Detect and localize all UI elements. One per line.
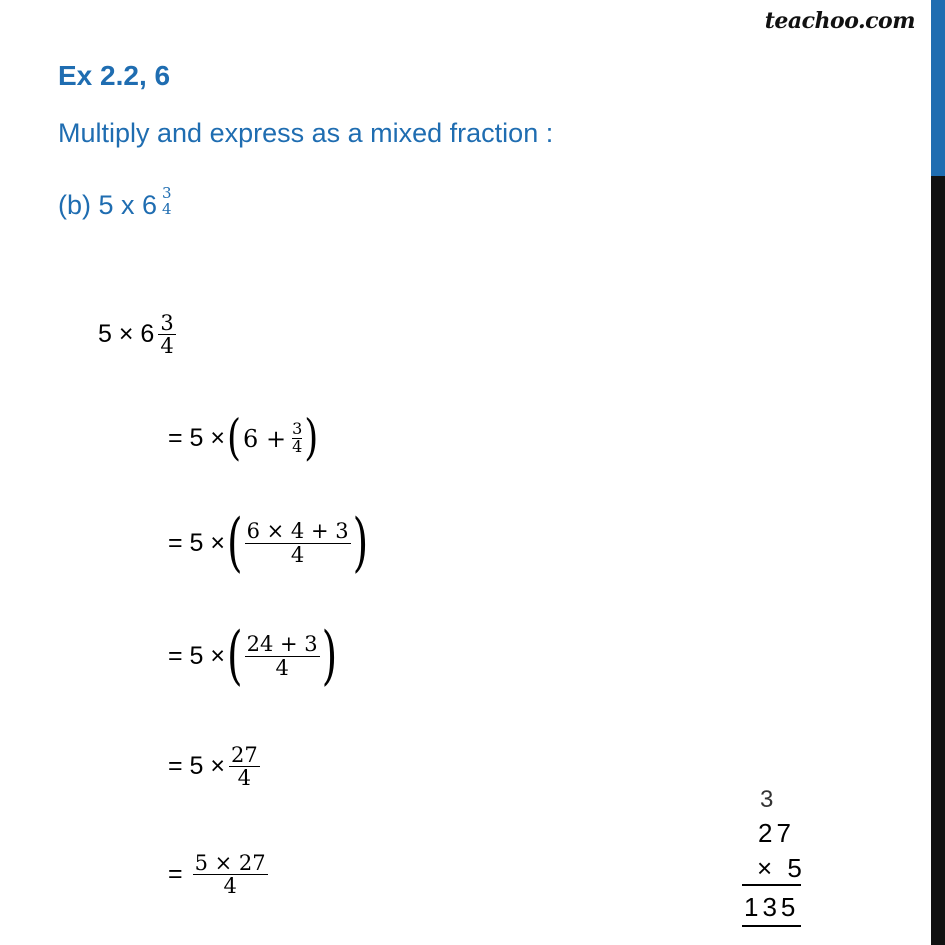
step-3-fraction: [245, 633, 320, 678]
step-2: [168, 506, 370, 580]
fraction-numerator: 3: [160, 311, 174, 335]
fraction-numerator: 27: [231, 743, 258, 767]
fraction-denominator: 4: [162, 199, 172, 218]
side-calc-rule: [742, 884, 801, 886]
scrollbar-thumb[interactable]: [931, 0, 945, 176]
scrollbar[interactable]: [931, 0, 945, 945]
right-paren: ): [304, 410, 319, 467]
step-5-lead: =: [168, 860, 183, 889]
left-paren: (: [227, 619, 243, 693]
fraction-numerator: 5 × 27: [194, 851, 266, 875]
left-paren: (: [227, 410, 242, 467]
step-1-lead: = 5 ×: [168, 424, 225, 452]
step-3-lead: = 5 ×: [168, 641, 225, 670]
side-calc-carry: 3: [760, 786, 774, 813]
step-0: [98, 312, 176, 357]
step-1: [168, 410, 320, 467]
question-part: [58, 184, 172, 222]
fraction-denominator: 4: [275, 655, 289, 680]
step-0-fraction: [158, 312, 175, 357]
step-1-fraction: [292, 421, 302, 456]
right-paren: ): [352, 506, 369, 580]
fraction-denominator: 4: [160, 334, 174, 359]
fraction-denominator: 4: [237, 766, 252, 791]
question-part-prefix: (b) 5 x 6: [58, 190, 158, 221]
exercise-title: Ex 2.2, 6: [58, 60, 171, 91]
fraction-denominator: 4: [292, 437, 303, 456]
fraction-numerator: 3: [292, 419, 303, 439]
step-4: [168, 744, 260, 789]
step-2-lead: = 5 ×: [168, 528, 225, 557]
fraction-numerator: 24 + 3: [246, 632, 318, 657]
fraction-numerator: 6 × 4 + 3: [246, 519, 349, 544]
question-fraction: [162, 186, 172, 218]
instruction-text: Multiply and express as a mixed fraction :: [58, 118, 554, 148]
step-5-fraction: [193, 852, 268, 897]
side-calc-result: 135: [744, 892, 800, 922]
teachoo-logo: teachoo.com: [764, 8, 915, 34]
fraction-denominator: 4: [223, 874, 237, 899]
step-4-lead: = 5 ×: [168, 752, 225, 781]
step-0-lhs: 5 × 6: [98, 320, 155, 349]
side-calc-line1: 27: [758, 818, 795, 848]
fraction-denominator: 4: [290, 542, 305, 567]
side-calc-line2: × 5: [757, 853, 806, 883]
right-paren: ): [321, 619, 338, 693]
left-paren: (: [227, 506, 243, 580]
fraction-numerator: 3: [162, 184, 172, 202]
step-1-whole: 6 +: [243, 424, 287, 453]
step-5: [168, 852, 268, 897]
side-calc-underline: [742, 925, 801, 927]
step-4-fraction: [229, 744, 260, 789]
step-3: [168, 619, 339, 693]
step-2-fraction: [245, 520, 351, 565]
